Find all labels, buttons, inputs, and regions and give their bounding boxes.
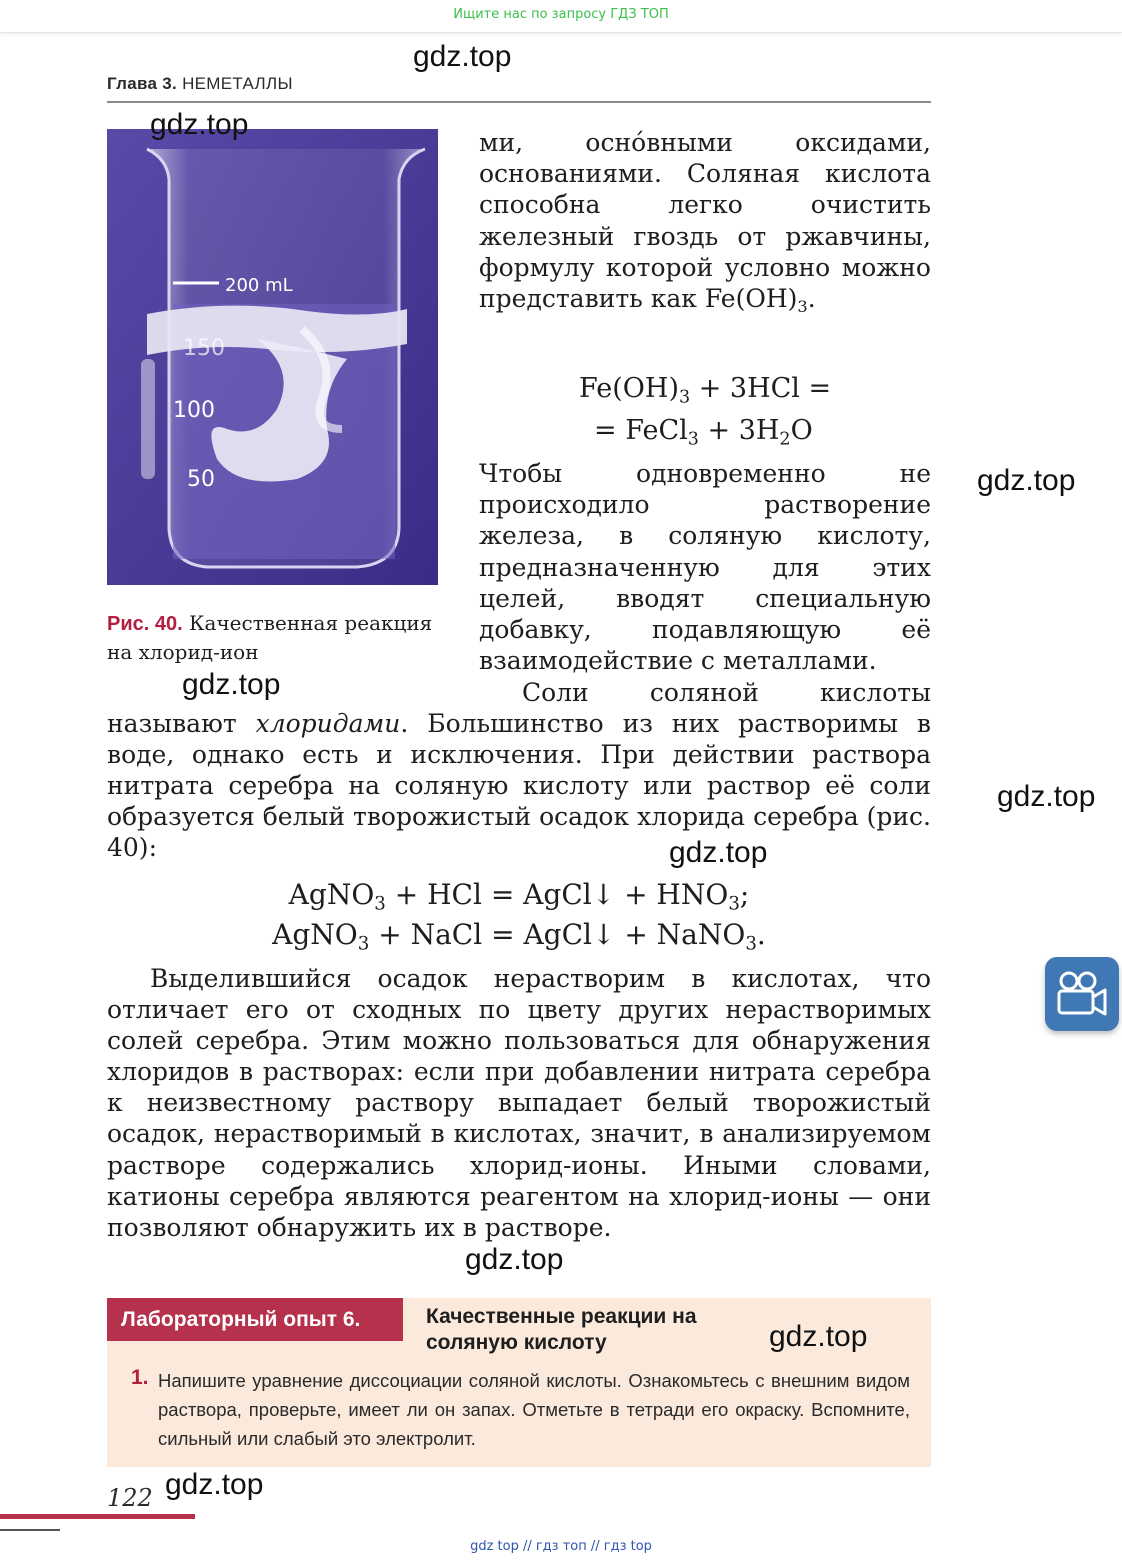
page-number-rule-thin: [0, 1529, 60, 1531]
chapter-divider: [107, 101, 931, 103]
beaker-mark-150: 150: [183, 336, 225, 361]
watermark: gdz.top: [669, 836, 768, 869]
chlorides-term: хлоридами: [255, 709, 401, 739]
watermark: gdz.top: [413, 40, 512, 73]
lab-title: Качественные реакции на соляную кислоту: [426, 1305, 697, 1354]
beaker-mark-50: 50: [187, 467, 215, 492]
chapter-label: Глава: [107, 74, 158, 93]
figure-label: Рис. 40.: [107, 613, 183, 635]
watermark: gdz.top: [465, 1243, 564, 1276]
watermark: gdz.top: [150, 108, 249, 141]
beaker-photo: [107, 129, 438, 585]
lab-tag: Лабораторный опыт 6.: [107, 1298, 403, 1341]
footer-links[interactable]: gdz top // гдз топ // гдз top: [470, 1539, 652, 1554]
equation-line-1: $Fe(OH)_3 + 3HCl$ =: [579, 373, 832, 408]
video-button[interactable]: [1045, 957, 1119, 1031]
paragraph-chlorides: [107, 677, 931, 864]
beaker-mark-100: 100: [173, 398, 215, 423]
page-number-rule: [0, 1514, 195, 1519]
page-number: 122: [107, 1484, 153, 1512]
watermark: gdz.top: [165, 1468, 264, 1501]
right-column-paragraph-2: Чтобы одновременно не происходило растворение железа, в соляную кислоту, предназначенную для этих целей, вводят специальную добавку, подавляющую её взаимодействие с металлами.: [479, 459, 931, 676]
equation-line-2: = FeCl$_3$ + $3H_2O$: [594, 415, 813, 450]
precipitate-text: Выделившийся осадок нерастворим в кислотах, что отличает его от сходных по цвету других нерастворимых солей серебра. Этим можно пользоваться для обнаружения хлоридов в растворах: если при добавлении нитрата серебра к неизвестному раствору выпадает белый творожистый осадок, нерастворимый в кислотах, значит, в анализируемом растворе содержались хлорид-ионы. Иными словами, катионы серебра являются реагентом на хлорид-ионы — они позволяют обнаружить их в растворе.: [107, 964, 931, 1242]
top-banner-text[interactable]: Ищите нас по запросу ГДЗ ТОП: [453, 7, 669, 22]
chlorides-text-start: Соли соляной кислоты называют: [107, 678, 931, 739]
video-camera-icon: [1045, 957, 1119, 1031]
chlorides-text-rest: . Большинство из них растворимы в воде, однако есть и исключения. При действии раствора нитрата серебра на соляную кислоту или раствор её соли образуется белый творожистый осадок хлорида серебра (рис. 40):: [107, 709, 931, 863]
watermark: gdz.top: [977, 464, 1076, 497]
reaction-1: AgNO$_3$ + HCl = AgCl↓ + $HNO_3$;: [288, 878, 750, 915]
silver-nitrate-reactions: [107, 875, 931, 955]
watermark: gdz.top: [182, 668, 281, 701]
chapter-number: 3.: [162, 74, 178, 93]
figure-caption-text: Качественная реакция на хлорид-ион: [107, 611, 433, 664]
figure-caption: [107, 609, 437, 666]
equation-rust-dissolution: [479, 368, 931, 452]
reaction-2: AgNO$_3$ + NaCl = AgCl↓ + NaNO$_3$.: [272, 918, 766, 955]
watermark: gdz.top: [769, 1320, 868, 1353]
paragraph-precipitate: [107, 963, 931, 1243]
right-column-paragraph-1: ми, оснóвными оксидами, основаниями. Соляная кислота способна легко очистить железный гвоздь от ржавчины, формулу которой условно можно представить как $Fe(OH)_3$.: [479, 128, 931, 316]
lab-step-number: 1.: [131, 1366, 149, 1389]
watermark: gdz.top: [997, 780, 1096, 813]
beaker-mark-200: 200 mL: [225, 275, 293, 296]
chapter-header: [107, 74, 293, 94]
chapter-title: НЕМЕТАЛЛЫ: [182, 74, 293, 93]
lab-step-text: Напишите уравнение диссоциации соляной кислоты. Ознакомьтесь с внешним видом раствора, проверьте, имеет ли он запах. Отметьте в тетради его окраску. Вспомните, сильный или слабый это электролит.: [158, 1370, 910, 1449]
